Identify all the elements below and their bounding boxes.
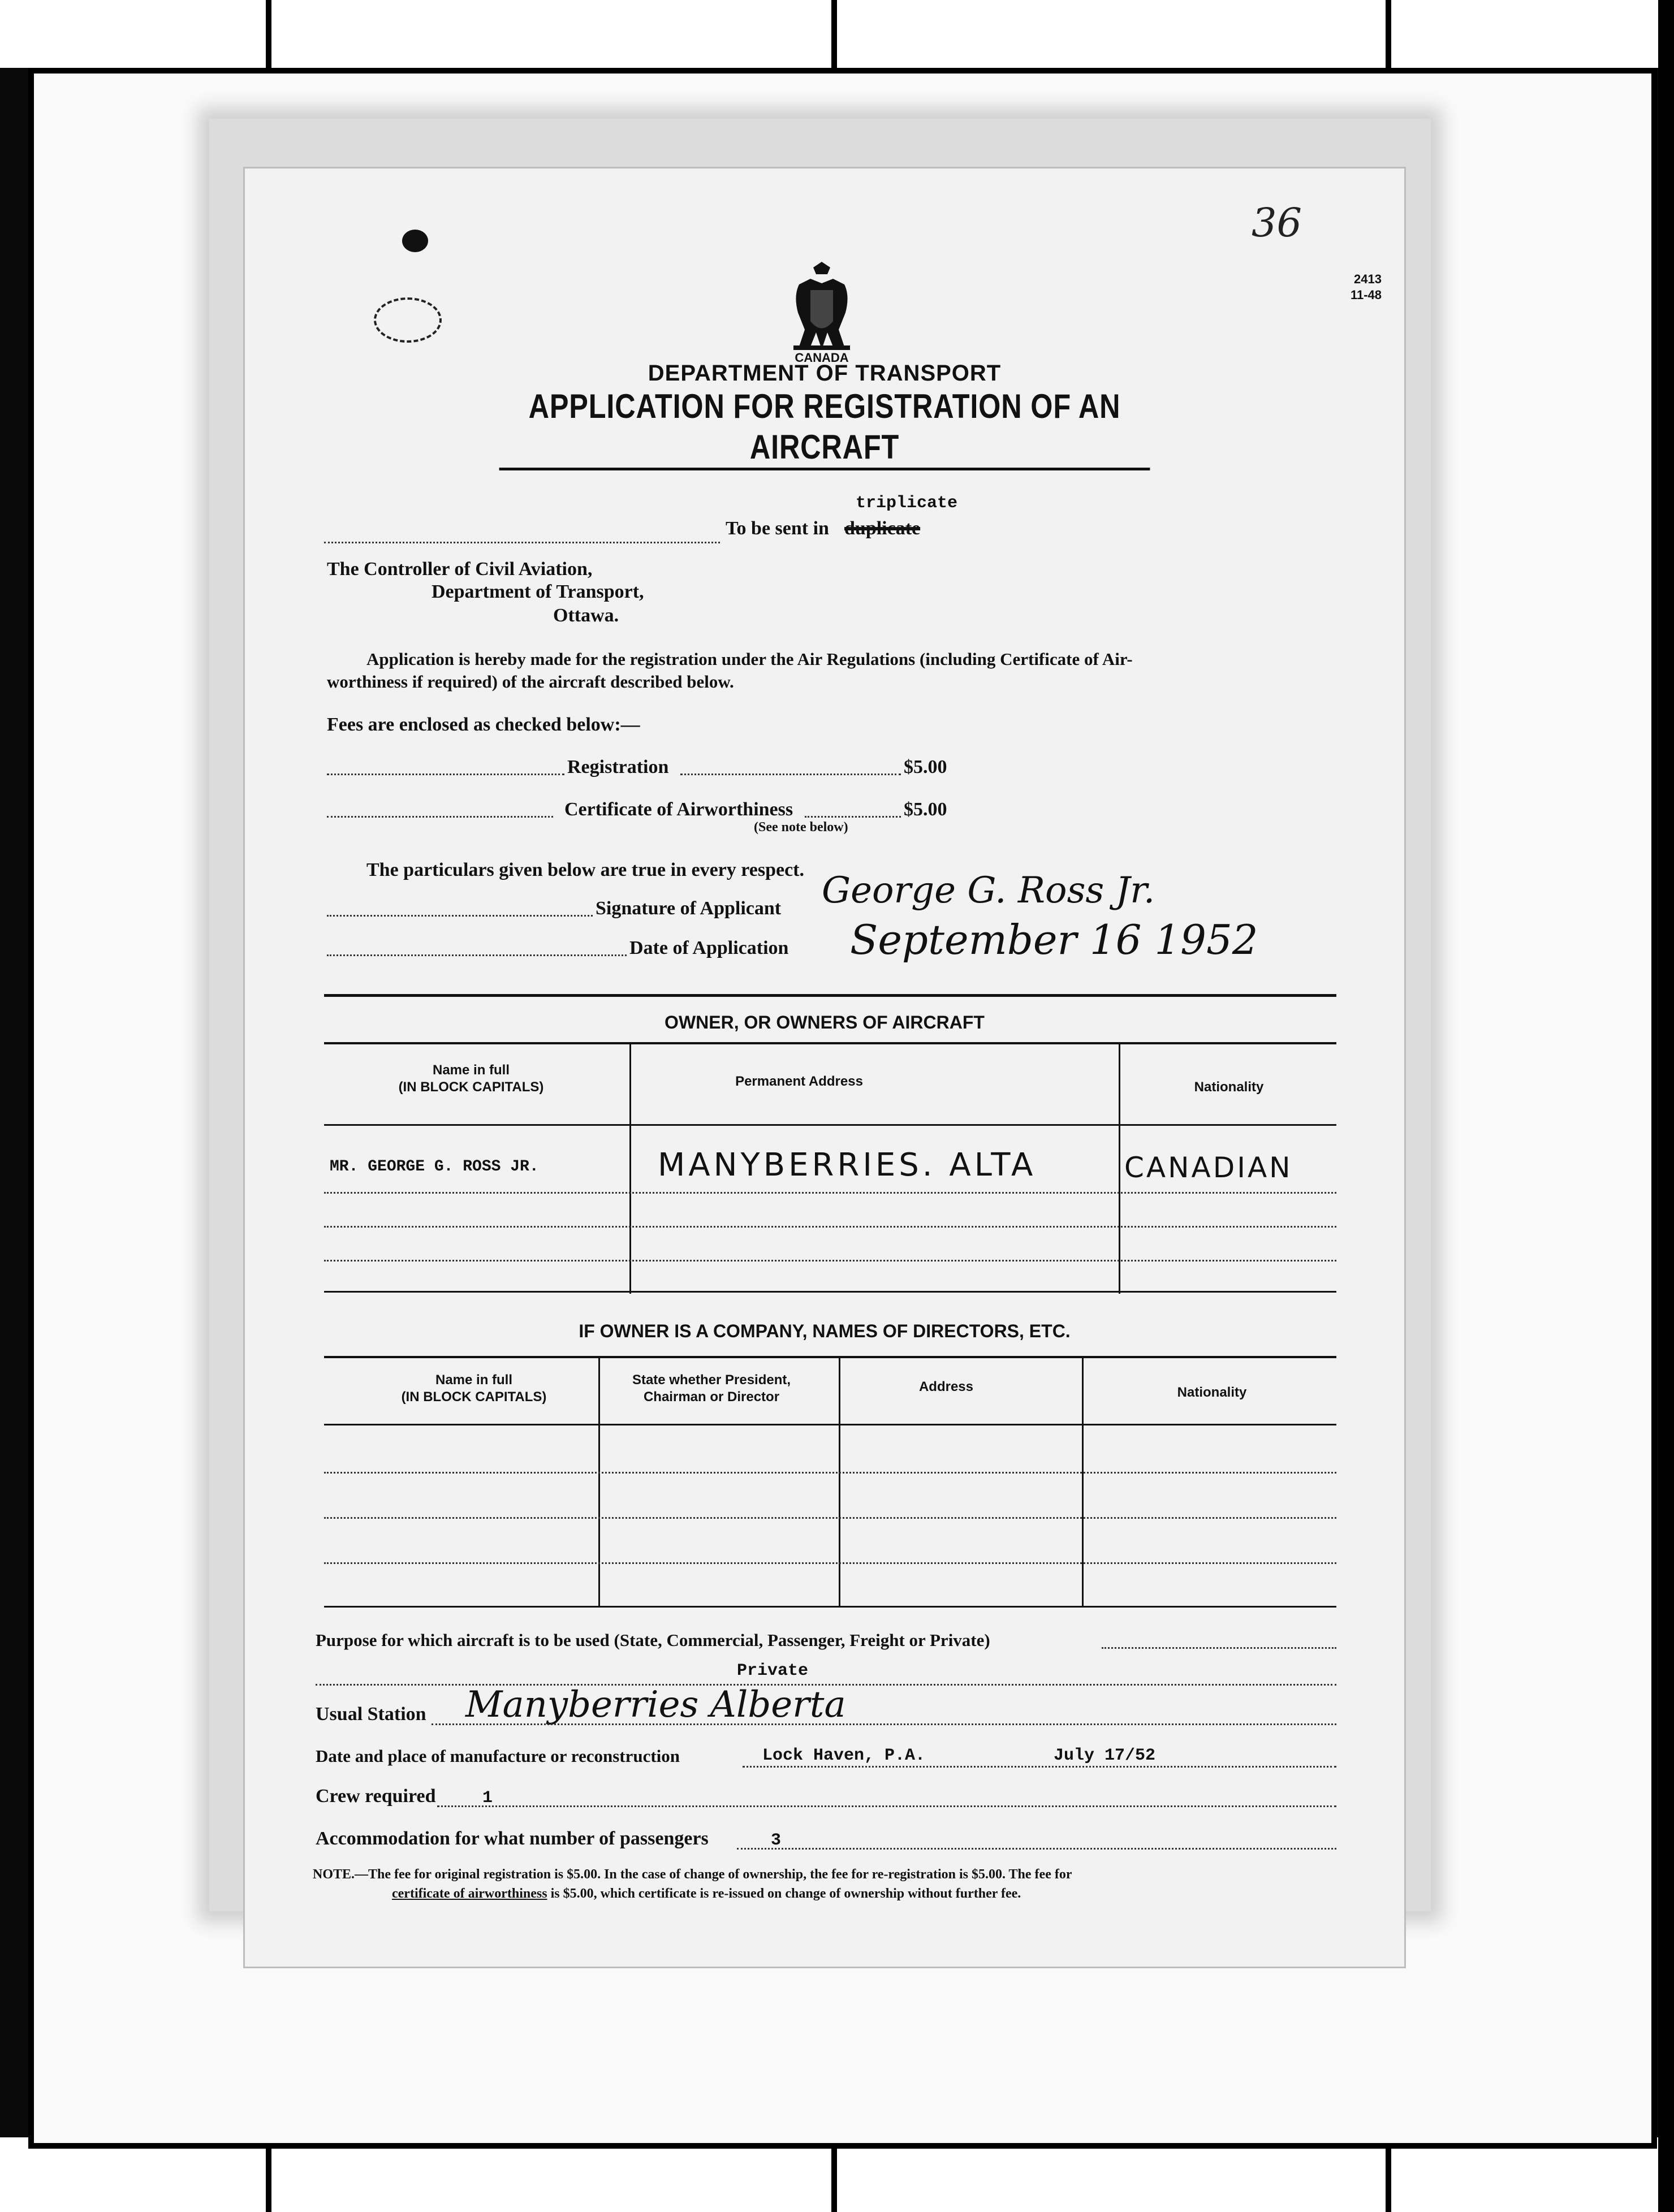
manufacture-place: Lock Haven, P.A. <box>762 1746 926 1765</box>
application-text-2: worthiness if required) of the aircraft described below. <box>327 672 734 692</box>
owner-address: MANYBERRIES. ALTA <box>658 1147 1037 1183</box>
passengers-value: 3 <box>771 1831 782 1850</box>
airworthiness-note: (See note below) <box>754 820 848 835</box>
stamp-mark <box>374 297 442 343</box>
dotted-line <box>324 1472 1336 1474</box>
manufacture-label: Date and place of manufacture or reconstruction <box>316 1746 680 1766</box>
signature-label: Signature of Applicant <box>596 898 782 919</box>
dotted-line <box>1102 1647 1336 1649</box>
dotted-line <box>737 1848 1336 1850</box>
fee-note <box>313 1865 1365 1903</box>
purpose-value: Private <box>737 1661 809 1680</box>
department-title: DEPARTMENT OF TRANSPORT <box>648 361 1002 386</box>
table-column-divider <box>839 1356 840 1608</box>
directors-col-role-label: State whether President, <box>632 1372 791 1388</box>
dotted-line <box>324 1260 1336 1261</box>
declaration-text: The particulars given below are true in every respect. <box>366 859 804 880</box>
film-strip-top <box>0 0 1674 68</box>
sent-in-label: To be sent in <box>726 518 829 539</box>
directors-col-nationality: Nationality <box>1177 1385 1247 1400</box>
owners-col-name <box>330 1062 612 1096</box>
table-rule <box>324 1042 1336 1044</box>
airworthiness-amount: $5.00 <box>904 799 947 820</box>
dotted-line <box>327 816 553 818</box>
dotted-line <box>743 1766 1336 1768</box>
film-tick <box>1386 0 1391 68</box>
dotted-line <box>805 816 901 818</box>
form-title: APPLICATION FOR REGISTRATION OF AN AIRCRAFT <box>499 386 1150 470</box>
directors-heading: IF OWNER IS A COMPANY, NAMES OF DIRECTORS, ETC. <box>579 1321 1071 1341</box>
date-of-application: September 16 1952 <box>850 916 1258 964</box>
dotted-line <box>437 1805 1336 1807</box>
directors-col-name-sub: (IN BLOCK CAPITALS) <box>401 1389 547 1405</box>
directors-col-name-label: Name in full <box>435 1372 513 1388</box>
form-date: 11-48 <box>1350 288 1382 302</box>
sent-in-typed: triplicate <box>856 494 958 513</box>
sent-in-struck: duplicate <box>844 518 921 539</box>
table-column-divider <box>1119 1042 1120 1294</box>
table-rule <box>324 1424 1336 1425</box>
dotted-line <box>432 1723 1336 1725</box>
coat-of-arms-icon <box>788 262 856 352</box>
dotted-line <box>327 954 627 956</box>
applicant-signature: George G. Ross Jr. <box>822 870 1155 911</box>
registration-amount: $5.00 <box>904 757 947 777</box>
dotted-line <box>324 1517 1336 1519</box>
directors-col-address: Address <box>918 1379 974 1394</box>
table-rule <box>324 1606 1336 1608</box>
table-rule <box>324 1356 1336 1358</box>
usual-station-value: Manyberries Alberta <box>465 1684 846 1726</box>
passengers-label: Accommodation for what number of passengers <box>316 1828 709 1849</box>
fee-note-text-1: The fee for original registration is $5.00. In the case of change of ownership, the fee for re-registration is $5.00. The fee for <box>368 1867 1072 1882</box>
usual-station-label: Usual Station <box>316 1704 426 1725</box>
section-rule <box>324 994 1336 997</box>
addressee-line-1: The Controller of Civil Aviation, <box>327 559 593 580</box>
airworthiness-label: Certificate of Airworthiness <box>564 799 793 820</box>
directors-col-name <box>324 1372 624 1406</box>
table-rule <box>324 1291 1336 1293</box>
dotted-line <box>324 1226 1336 1228</box>
purpose-label: Purpose for which aircraft is to be used (State, Commercial, Passenger, Freight or Private) <box>316 1630 990 1650</box>
film-tick <box>266 0 271 68</box>
form-number: 2413 <box>1354 272 1382 286</box>
owners-col-nationality: Nationality <box>1194 1079 1264 1095</box>
film-tick <box>831 0 837 68</box>
dotted-line <box>324 1192 1336 1194</box>
form-code <box>1314 271 1382 303</box>
film-edge <box>1658 0 1674 2212</box>
crew-label: Crew required <box>316 1786 436 1807</box>
fee-note-underlined: certificate of airworthiness <box>392 1886 547 1901</box>
addressee-line-3: Ottawa. <box>553 605 619 626</box>
owners-col-name-sub: (IN BLOCK CAPITALS) <box>398 1079 544 1095</box>
addressee-line-2: Department of Transport, <box>432 581 644 602</box>
country-label: CANADA <box>795 351 849 365</box>
directors-col-role-sub: Chairman or Director <box>643 1389 780 1405</box>
registration-form <box>243 167 1406 1968</box>
date-of-application-label: Date of Application <box>629 937 789 958</box>
table-column-divider <box>629 1042 631 1294</box>
dotted-line <box>324 542 720 543</box>
registration-label: Registration <box>567 757 669 777</box>
dotted-line <box>324 1562 1336 1564</box>
owner-name: MR. GEORGE G. ROSS JR. <box>330 1158 539 1176</box>
directors-col-role <box>601 1372 822 1406</box>
owner-nationality: CANADIAN <box>1124 1151 1293 1184</box>
page-number: 36 <box>1252 200 1302 246</box>
owners-col-address: Permanent Address <box>735 1074 863 1089</box>
fee-note-lead: NOTE.— <box>313 1867 369 1882</box>
table-rule <box>324 1124 1336 1126</box>
table-column-divider <box>598 1356 600 1608</box>
fee-note-text-2: is $5.00, which certificate is re-issued on change of ownership without further fee. <box>547 1886 1021 1901</box>
dotted-line <box>680 774 901 775</box>
dotted-line <box>327 915 593 917</box>
owners-heading: OWNER, OR OWNERS OF AIRCRAFT <box>665 1012 985 1032</box>
table-column-divider <box>1082 1356 1084 1608</box>
crew-value: 1 <box>482 1788 493 1808</box>
owners-col-name-label: Name in full <box>432 1062 510 1078</box>
fees-intro: Fees are enclosed as checked below:— <box>327 714 640 735</box>
punch-hole <box>402 230 428 252</box>
manufacture-date: July 17/52 <box>1054 1746 1156 1765</box>
application-text-1: Application is hereby made for the registration under the Air Regulations (including Certificate of Air- <box>366 649 1133 669</box>
dotted-line <box>327 774 564 775</box>
